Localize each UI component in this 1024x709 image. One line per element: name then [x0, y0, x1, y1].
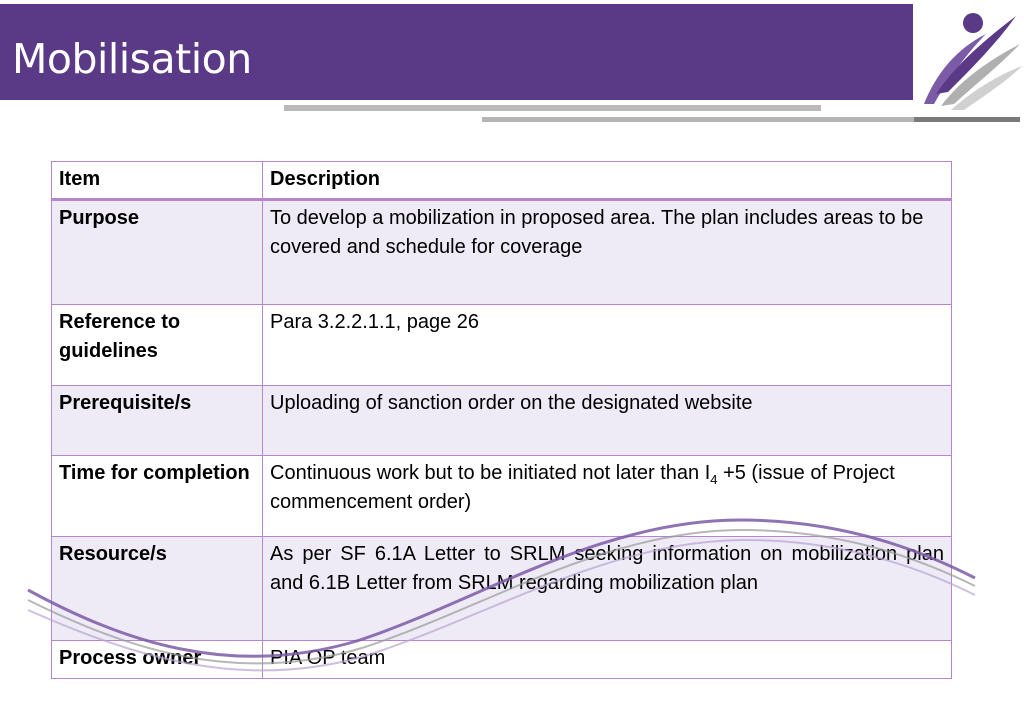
info-table: [51, 161, 952, 679]
description-text: Continuous work but to be initiated not later than I: [270, 462, 711, 484]
row-description: Para 3.2.2.1.1, page 26: [263, 305, 952, 386]
decorative-rule: [284, 105, 821, 111]
row-item: Process owner: [52, 641, 263, 679]
row-description: As per SF 6.1A Letter to SRLM seeking information on mobilization plan and 6.1B Letter from SRLM regarding mobilization plan: [263, 537, 952, 641]
table-row: [52, 641, 952, 679]
header-item: Item: [52, 162, 263, 200]
row-item: Reference to guidelines: [52, 305, 263, 386]
person-swoosh-logo-icon: [916, 4, 1024, 112]
row-description: [263, 456, 952, 537]
decorative-rule: [914, 117, 1020, 122]
subscript-text: 4: [710, 472, 718, 487]
row-description: PIA OP team: [263, 641, 952, 679]
decorative-rule: [482, 117, 914, 122]
row-item: Time for completion: [52, 456, 263, 537]
description-text: +5 (issue of Project commencement order): [270, 462, 895, 513]
row-item: Purpose: [52, 200, 263, 305]
table-row: [52, 200, 952, 305]
row-description: Uploading of sanction order on the designated website: [263, 386, 952, 456]
page-title: Mobilisation: [12, 35, 252, 83]
table-row: [52, 456, 952, 537]
row-item: Prerequisite/s: [52, 386, 263, 456]
row-item: Resource/s: [52, 537, 263, 641]
header-description: Description: [263, 162, 952, 200]
table-header-row: [52, 162, 952, 200]
table-row: [52, 386, 952, 456]
table-row: [52, 305, 952, 386]
table-row: [52, 537, 952, 641]
row-description: To develop a mobilization in proposed area. The plan includes areas to be covered and schedule for coverage: [263, 200, 952, 305]
